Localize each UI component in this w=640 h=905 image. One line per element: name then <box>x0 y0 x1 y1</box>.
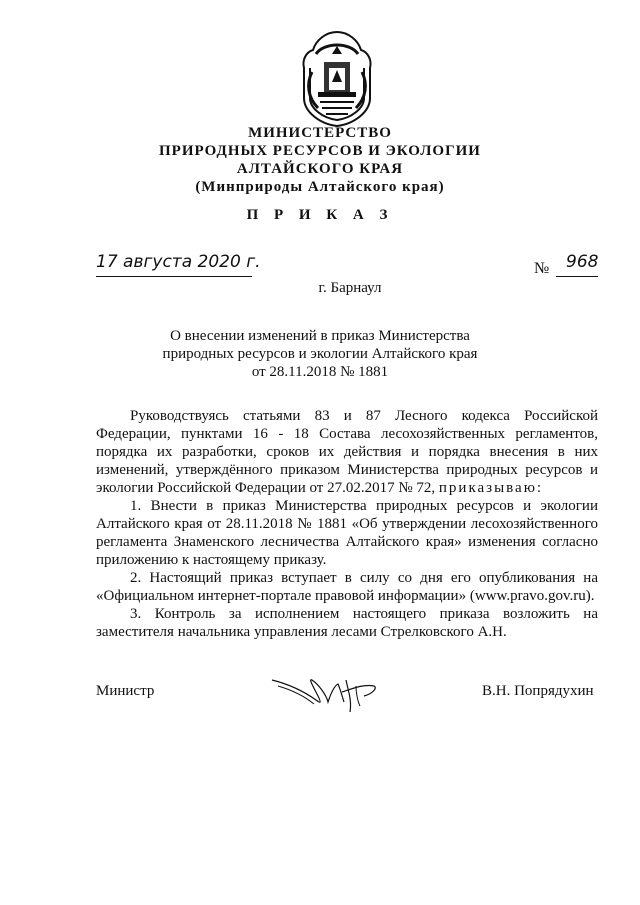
handwritten-signature <box>268 666 388 718</box>
signatory-name: В.Н. Попрядухин <box>482 683 594 699</box>
handwritten-date: 17 августа 2020 г. <box>96 252 261 272</box>
subject-line1: О внесении изменений в приказ Министерства <box>170 328 470 344</box>
preamble-text: Руководствуясь статьями 83 и 87 Лесного кодекса Российской Федерации, пунктами 16 - 18 Состава лесохозяйственных регламентов, порядка их разработки, сроков их действия и порядка внесения в них изменений, утверждённого приказом Министерства природных ресурсов и экологии Российской Федерации от 27.02.2017 № 72, <box>96 408 598 496</box>
signatory-position: Министр <box>96 683 155 699</box>
date-underline <box>96 276 252 277</box>
subject-line3: от 28.11.2018 № 1881 <box>251 364 389 380</box>
subject-line2: природных ресурсов и экологии Алтайского края <box>162 346 478 362</box>
ministry-short-name: (Минприроды Алтайского края) <box>195 179 445 195</box>
ministry-name-line3: АЛТАЙСКОГО КРАЯ <box>236 161 404 177</box>
item-2: 2. Настоящий приказ вступает в силу со дня его опубликования на «Официальном интернет-портале правовой информации» (www.pravo.gov.ru). <box>96 570 598 604</box>
number-underline <box>556 276 598 277</box>
item-3: 3. Контроль за исполнением настоящего приказа возложить на заместителя начальника управления лесами Стрелковского А.Н. <box>96 606 598 640</box>
order-word: приказываю: <box>438 480 544 496</box>
coat-of-arms-emblem <box>296 28 378 128</box>
ministry-name-line1: МИНИСТЕРСТВО <box>248 125 392 141</box>
document-title: П Р И К А З <box>246 207 394 223</box>
number-label: № <box>534 260 550 277</box>
handwritten-number: 968 <box>566 252 599 272</box>
preamble-paragraph <box>96 407 598 497</box>
city: г. Барнаул <box>318 280 382 296</box>
order-subject <box>0 327 640 381</box>
ministry-name-line2: ПРИРОДНЫХ РЕСУРСОВ И ЭКОЛОГИИ <box>159 143 481 159</box>
order-body <box>96 407 598 641</box>
item-1: 1. Внести в приказ Министерства природных ресурсов и экологии Алтайского края от 28.11.2018 № 1881 «Об утверждении лесохозяйственного регламента Знаменского лесничества Алтайского края» изменения согласно приложению к настоящему приказу. <box>96 498 598 568</box>
